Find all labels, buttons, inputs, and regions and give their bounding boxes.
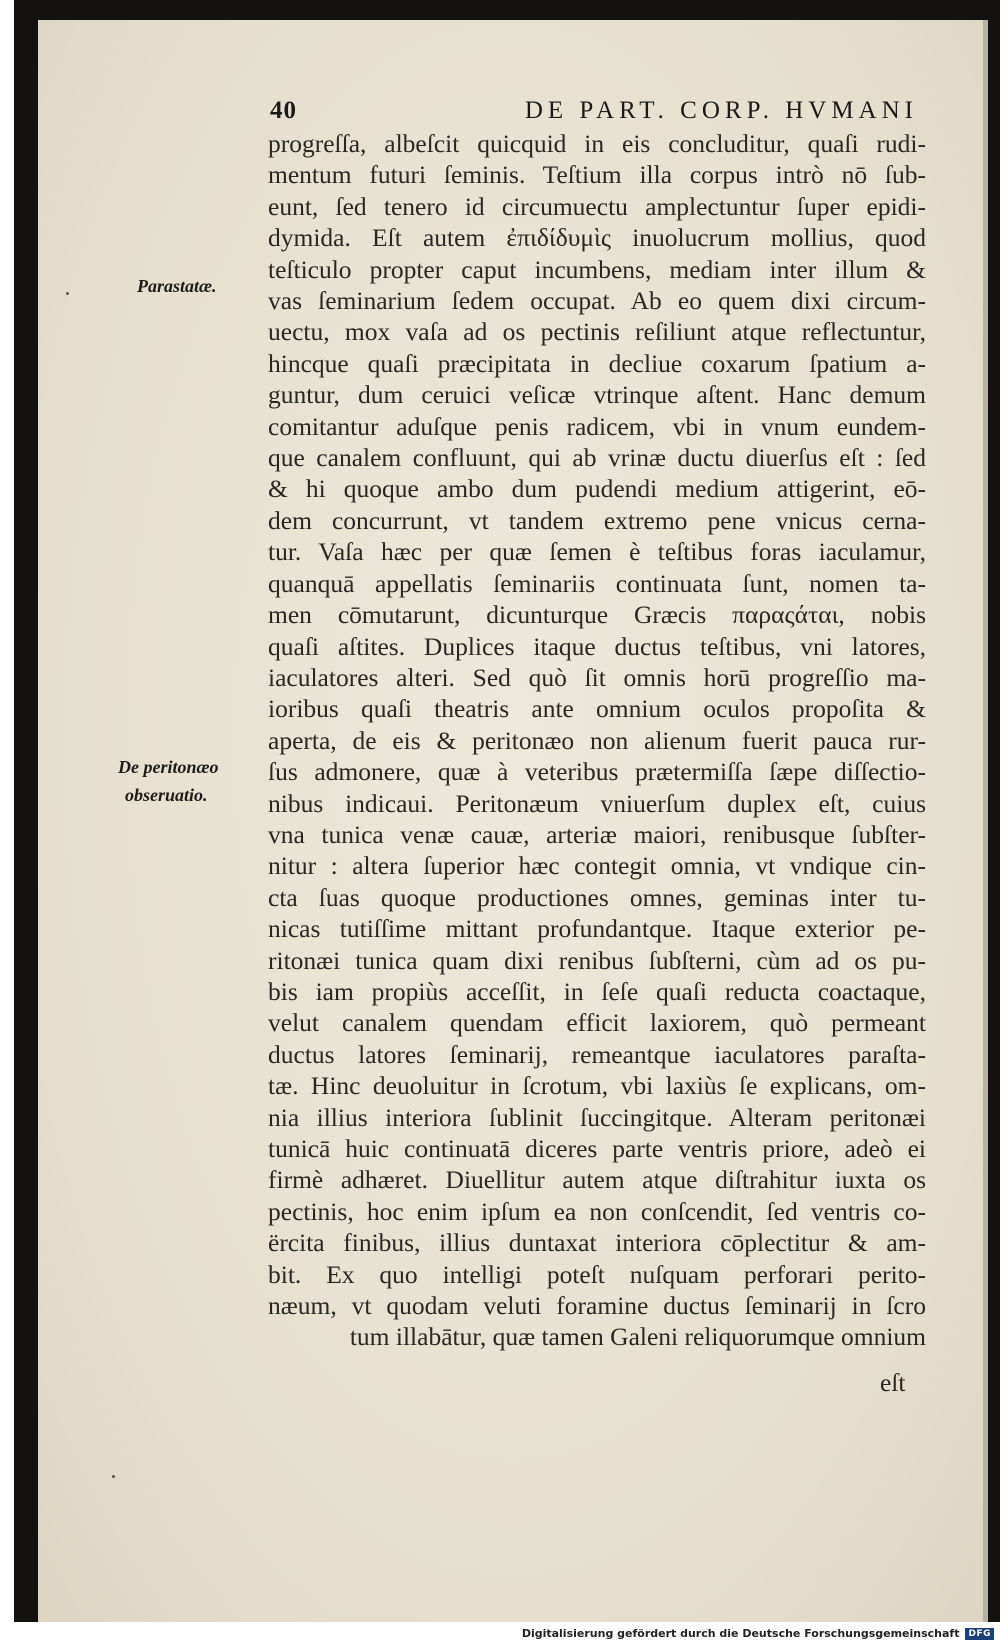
text-line: tæ. Hinc deuoluitur in ſcrotum, vbi laxiùs ſe explicans, om- (268, 1071, 926, 1101)
text-line: uectu, mox vaſa ad os pectinis reſiliunt atque reflectuntur, (268, 317, 926, 347)
catchword: eſt (880, 1368, 906, 1397)
margin-note-obseruatio: obseruatio. (125, 785, 208, 805)
text-line: ioribus quaſi theatris ante omnium oculos propoſita & (268, 694, 926, 724)
text-line: quaſi aſtites. Duplices itaque ductus teſtibus, vni latores, (268, 631, 926, 661)
text-line: vna tunica venæ cauæ, arteriæ maiori, renibusque ſubſter- (268, 819, 926, 849)
text-line: tum illabātur, quæ tamen Galeni reliquorumque omnium (349, 1322, 926, 1352)
body-text (268, 128, 926, 1353)
text-line: quanquā appellatis ſeminariis continuata ſunt, nomen ta- (268, 568, 926, 598)
text-line: bis iam propiùs acceſſit, in ſeſe quaſi reducta coactaque, (268, 976, 926, 1006)
text-line: guntur, dum ceruici veſicæ vtrinque aſtent. Hanc demum (268, 380, 926, 410)
text-line: pectinis, hoc enim ipſum ea non conſcendit, ſed ventris co- (268, 1196, 926, 1226)
text-line: tunicā huic continuatā diceres parte ventris priore, adeò ei (268, 1134, 926, 1163)
text-line: progreſſa, albeſcit quicquid in eis concluditur, quaſi rudi- (268, 129, 926, 158)
text-line: dem concurrunt, vt tandem extremo pene vnicus cerna- (268, 505, 926, 535)
text-line: ërcita finibus, illius duntaxat interiora cōplectitur & am- (268, 1228, 926, 1258)
text-line: ductus latores ſeminarij, remeantque iaculatores paraſta- (268, 1039, 926, 1069)
text-line: nia illius interiora ſublinit ſuccingitque. Alteram peritonæi (268, 1102, 926, 1132)
text-line: tur. Vaſa hæc per quæ ſemen è teſtibus foras iaculamur, (268, 537, 926, 567)
text-line: nicas tutiſſime mittant profundantque. Itaque exterior pe- (268, 914, 926, 944)
running-header (270, 97, 918, 125)
text-line: nibus indicaui. Peritonæum vniuerſum duplex eſt, cuius (268, 788, 926, 818)
text-line: nitur : altera ſuperior hæc contegit omnia, vt vndique cin- (268, 851, 926, 881)
running-title: DE PART. CORP. HVMANI (524, 97, 918, 124)
ink-speck (66, 292, 69, 295)
text-line: que canalem confluunt, qui ab vrinæ ductu diuerſus eſt : ſed (268, 443, 926, 473)
text-line: firmè adhæret. Diuellitur autem atque diſtrahitur iuxta os (268, 1165, 926, 1195)
text-line: ſus admonere, quæ à veteribus prætermiſſa ſæpe diſſectio- (268, 757, 926, 787)
text-line: iaculatores alteri. Sed quò ſit omnis horū progreſſio ma- (268, 662, 926, 692)
page-edge (983, 20, 988, 1622)
text-line: aperta, de eis & peritonæo non alienum fuerit pauca rur- (268, 725, 926, 755)
ink-speck (112, 1475, 115, 1478)
text-line: & hi quoque ambo dum pudendi medium attigerint, eō- (268, 474, 926, 504)
text-line: ritonæi tunica quam dixi renibus ſubſterni, cùm ad os pu- (268, 945, 926, 975)
text-line: bit. Ex quo intelligi poteſt nuſquam perforari perito- (268, 1259, 926, 1289)
page-number: 40 (270, 97, 297, 124)
text-line: eunt, ſed tenero id circumuectu amplectuntur ſuper epidi- (268, 191, 926, 221)
footer (522, 1627, 994, 1640)
text-line: velut canalem quendam efficit laxiorem, quò permeant (268, 1008, 926, 1038)
margin-note-de-peritonaeo: De peritonæo (118, 757, 219, 777)
text-line: dymida. Eſt autem ἐπιδίδυμὶς inuolucrum mollius, quod (268, 223, 926, 253)
text-line: men cōmutarunt, dicunturque Græcis παραςάται, nobis (268, 600, 926, 630)
funding-note: Digitalisierung gefördert durch die Deutsche Forschungsgemeinschaft (521, 1627, 960, 1640)
dfg-logo: DFG (965, 1628, 994, 1640)
text-line: hincque quaſi præcipitata in decliue coxarum ſpatium a- (268, 348, 926, 378)
text-line: comitantur aduſque penis radicem, vbi in vnum eundem- (268, 411, 926, 441)
margin-note-parastatae: Parastatæ. (137, 276, 217, 296)
text-line: cta ſuas quoque productiones omnes, geminas inter tu- (268, 882, 926, 912)
text-line: vas ſeminarium ſedem occupat. Ab eo quem dixi circum- (268, 286, 926, 316)
text-line: næum, vt quodam veluti foramine ductus ſeminarij in ſcro (268, 1291, 926, 1321)
text-line: mentum futuri ſeminis. Teſtium illa corpus intrò nō ſub- (268, 160, 926, 190)
text-line: teſticulo propter caput incumbens, mediam inter illum & (268, 254, 926, 284)
